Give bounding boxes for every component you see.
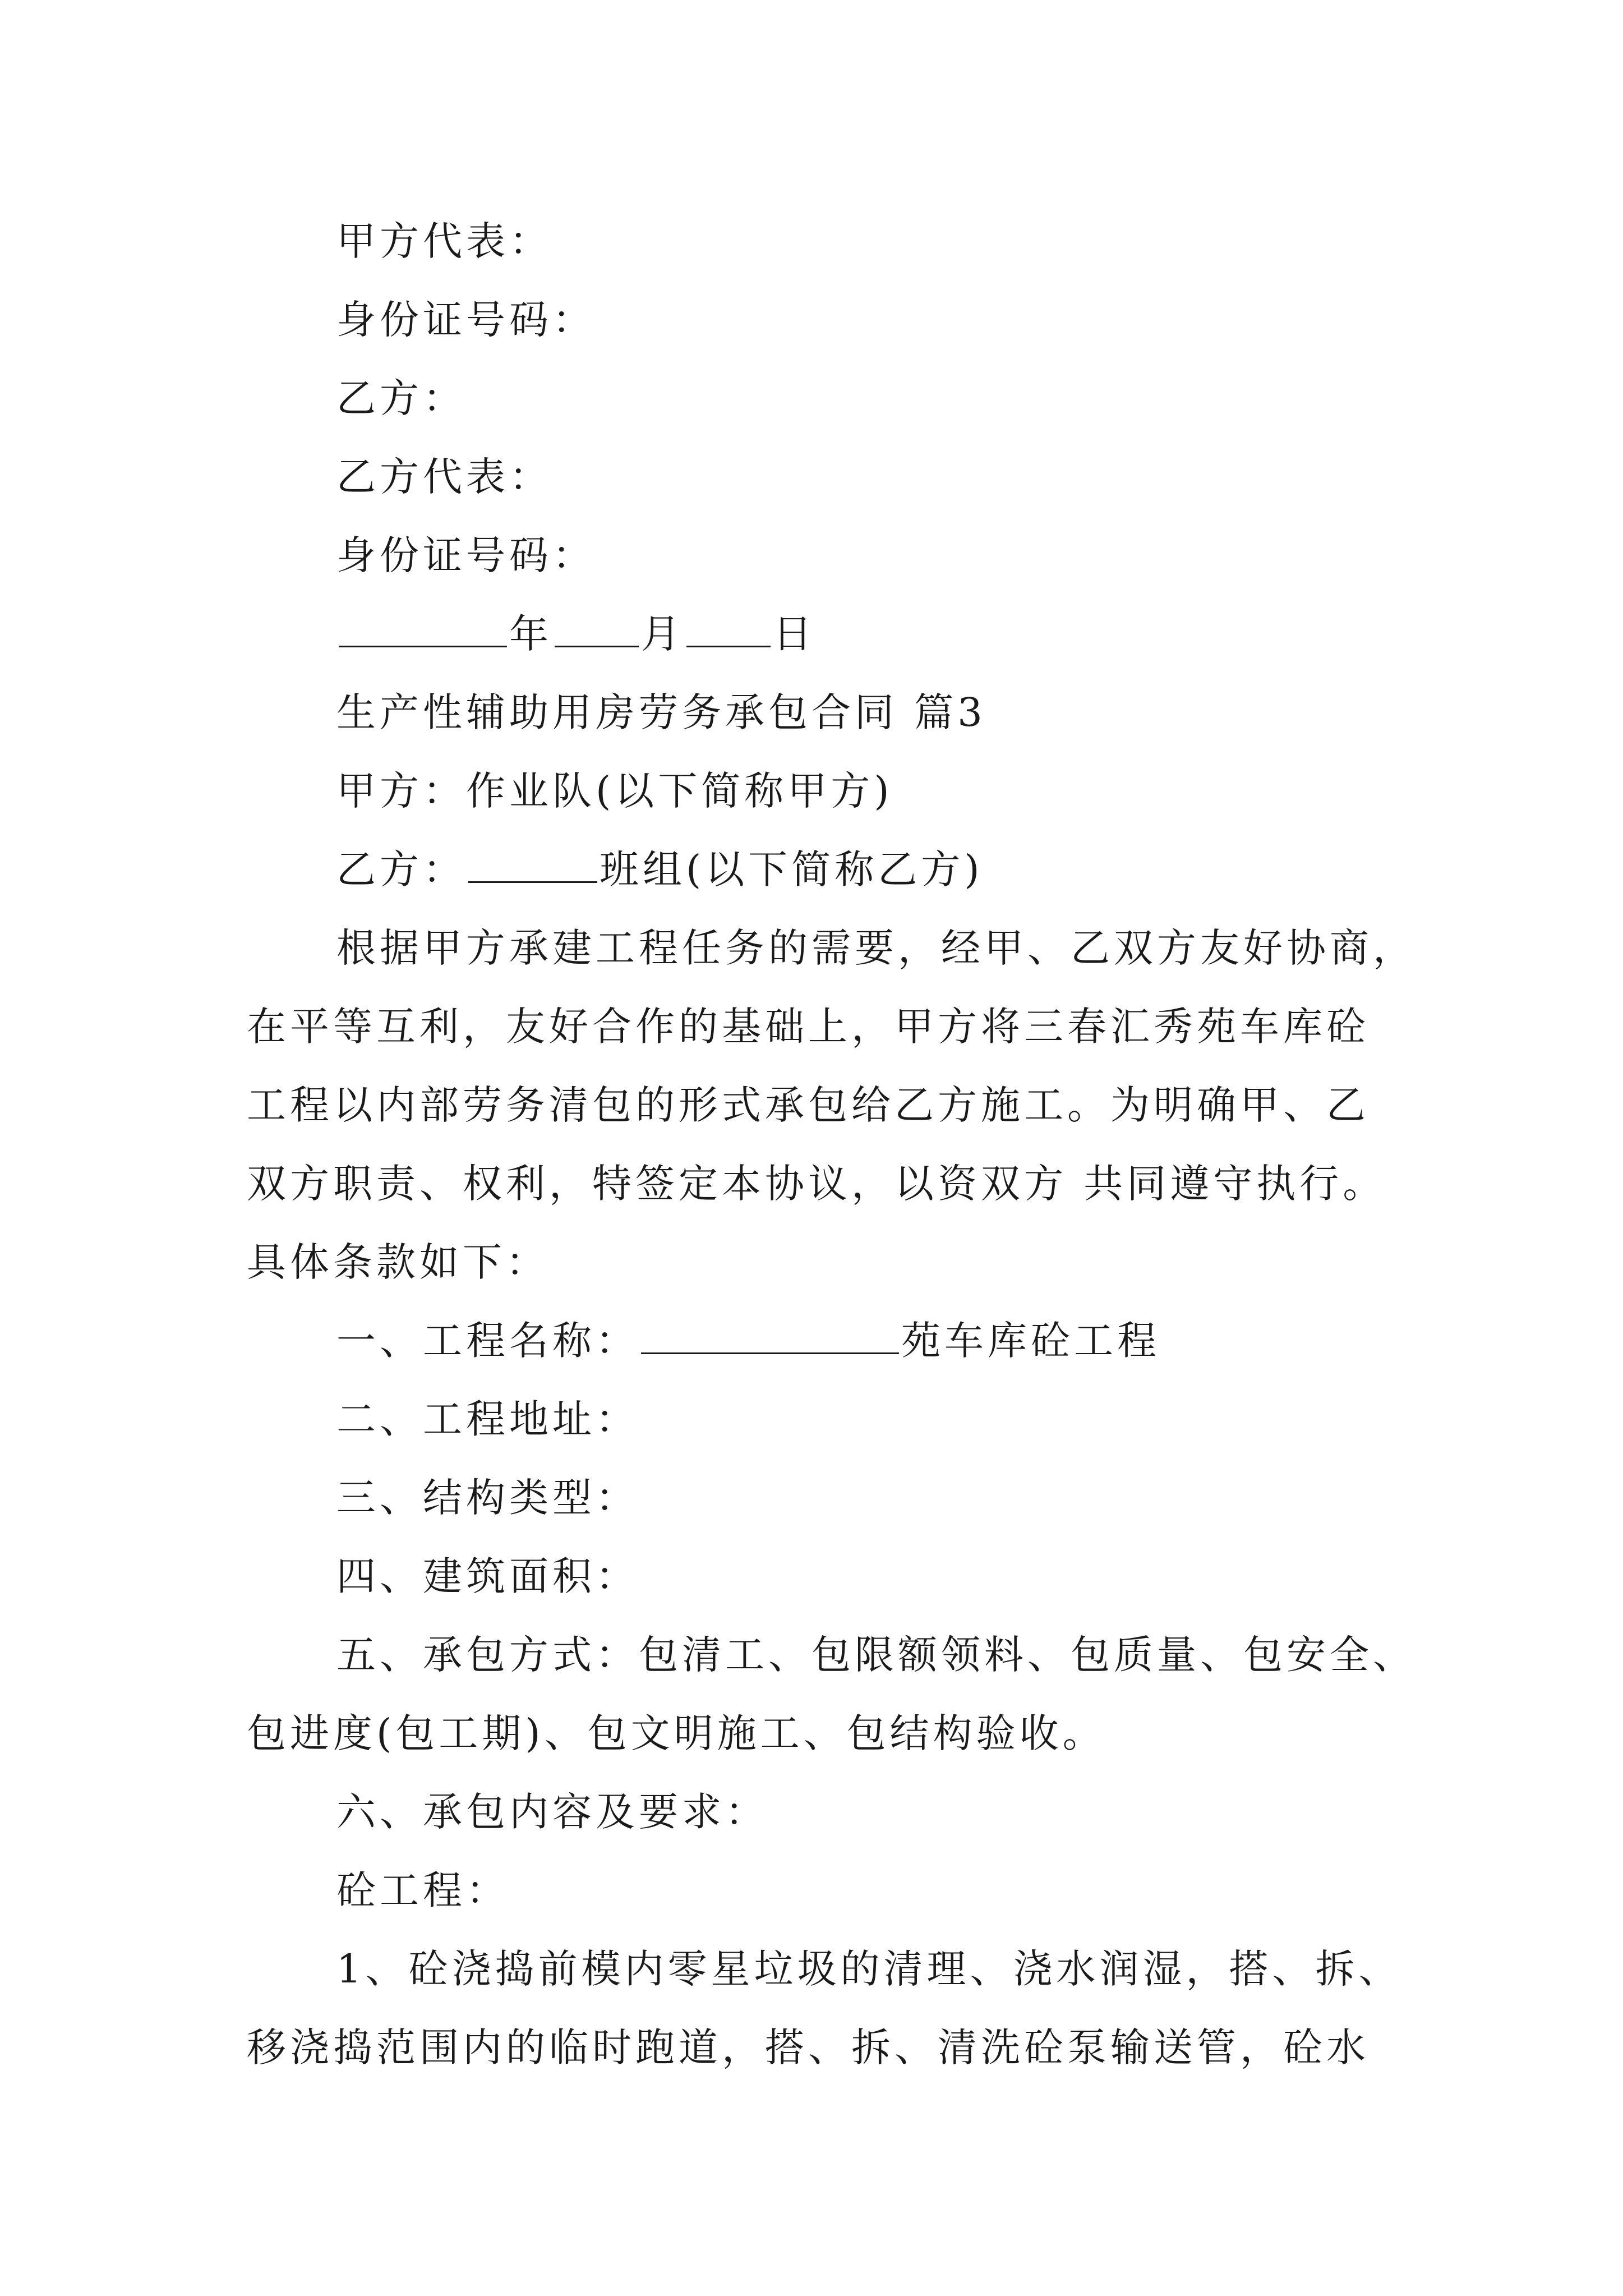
clause-5-line-2: 包进度(包工期)、包文明施工、包结构验收。: [247, 1710, 1106, 1756]
clause-2: 二、工程地址：: [336, 1396, 639, 1442]
intro-line-3: 工程以内部劳务清包的形式承包给乙方施工。为明确甲、乙: [247, 1082, 1370, 1128]
party-b-line: [336, 844, 984, 895]
party-b-id-label: 身份证号码：: [336, 532, 596, 578]
contract-title: 生产性辅助用房劳务承包合同 篇3: [336, 689, 986, 735]
party-a-line: 甲方：作业队(以下简称甲方): [336, 768, 893, 814]
party-a-id-label: 身份证号码：: [336, 297, 596, 343]
month-blank: [555, 611, 639, 647]
intro-line-4: 双方职责、权利，特签定本协议，以资双方 共同遵守执行。: [247, 1161, 1386, 1207]
clause-6-subheading: 砼工程：: [336, 1867, 509, 1913]
intro-line-1: 根据甲方承建工程任务的需要，经甲、乙双方友好协商，: [336, 925, 1416, 971]
clause-5-line-1: 五、承包方式：包清工、包限额领料、包质量、包安全、: [336, 1632, 1416, 1678]
date-line: [336, 609, 816, 659]
clause-1: [336, 1315, 1160, 1366]
team-name-blank: [468, 846, 597, 883]
clause-1-suffix: 苑车库砼工程: [901, 1318, 1160, 1364]
intro-line-5: 具体条款如下：: [247, 1239, 549, 1285]
year-blank: [339, 611, 507, 647]
year-label: 年: [509, 611, 552, 657]
clause-6: 六、承包内容及要求：: [336, 1789, 768, 1835]
clause-3: 三、结构类型：: [336, 1475, 639, 1521]
party-b-prefix: 乙方：: [336, 846, 466, 892]
month-label: 月: [641, 611, 684, 657]
day-blank: [686, 611, 771, 647]
intro-line-2: 在平等互利，友好合作的基础上，甲方将三春汇秀苑车库砼: [247, 1004, 1370, 1050]
clause-4: 四、建筑面积：: [336, 1553, 639, 1599]
clause-1-prefix: 一、工程名称：: [336, 1318, 639, 1364]
project-name-blank: [641, 1318, 899, 1354]
party-b-label: 乙方：: [336, 375, 466, 421]
party-b-suffix: 班组(以下简称乙方): [600, 846, 984, 892]
party-a-rep-label: 甲方代表：: [336, 218, 552, 264]
clause-6-item-1-line-1: 1、砼浇捣前模内零星垃圾的清理、浇水润湿，搭、拆、: [336, 1946, 1402, 1992]
party-b-rep-label: 乙方代表：: [336, 454, 552, 500]
day-label: 日: [773, 611, 816, 657]
clause-6-item-1-line-2: 移浇捣范围内的临时跑道，搭、拆、清洗砼泵输送管，砼水: [247, 2024, 1370, 2070]
